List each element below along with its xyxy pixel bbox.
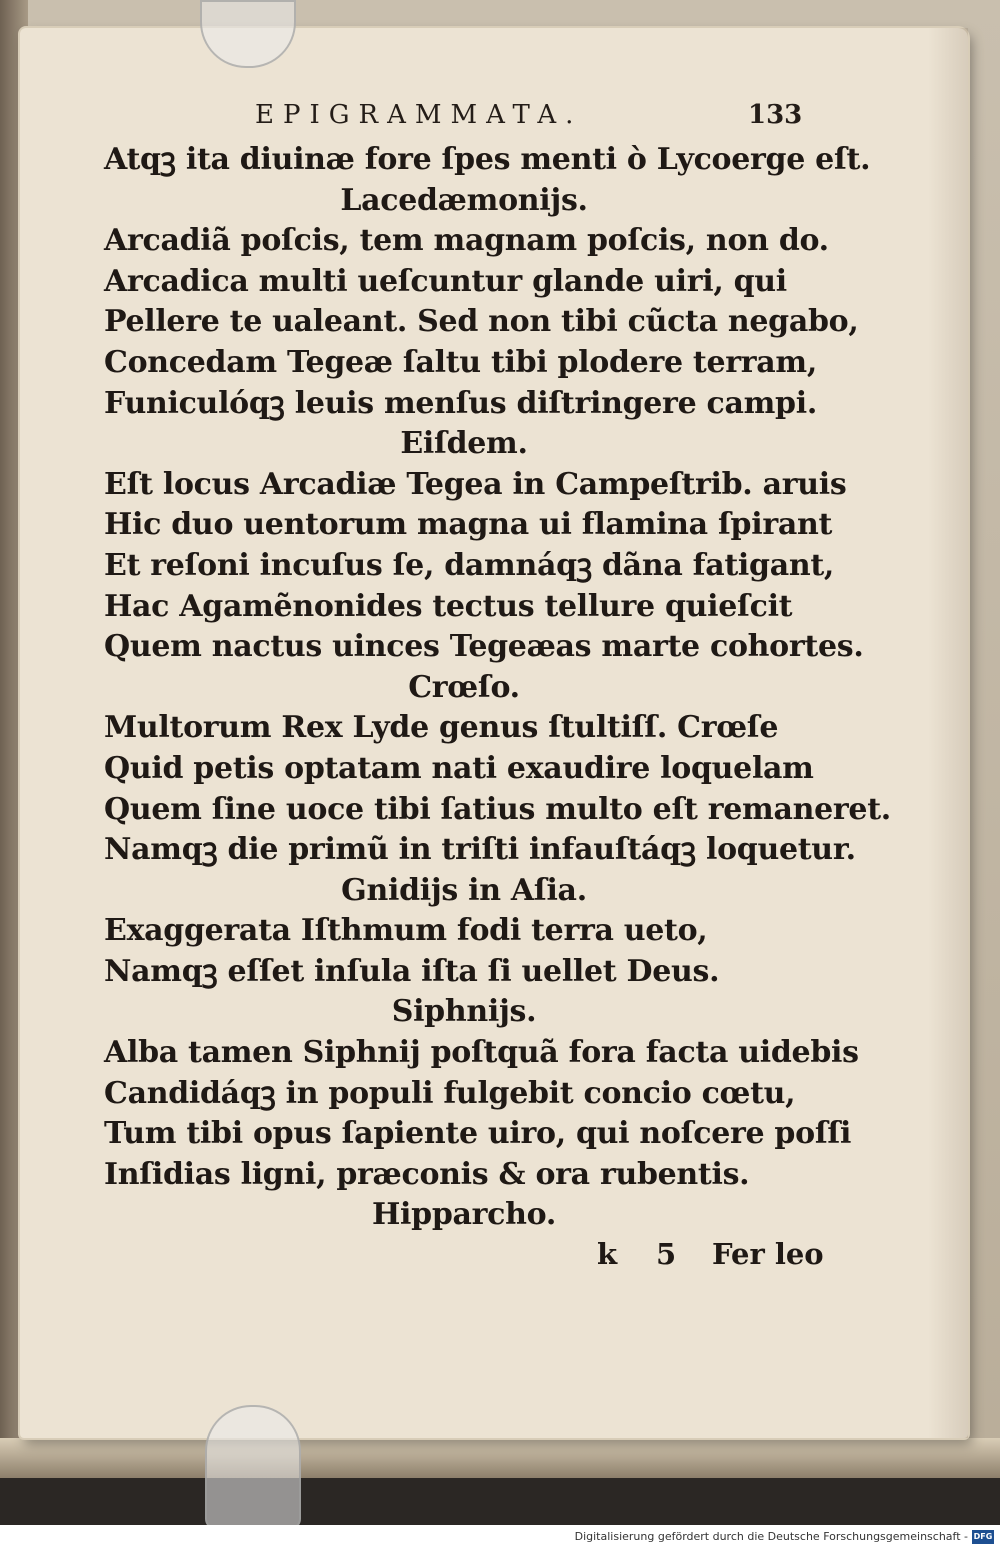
verse-line: Arcadica multi ueſcuntur glande uiri, qui [104, 263, 787, 299]
scan-bottom-bar [0, 1478, 1000, 1525]
page-bottom-edge [0, 1438, 1000, 1478]
verse-line: Hic duo uentorum magna ui flamina ſpirant [104, 507, 833, 543]
verse-line: Quid petis optatam nati exaudire loquelam [104, 750, 814, 786]
verse-line: Quem nactus uinces Tegeæas marte cohortes. [104, 629, 864, 665]
verse-line: Funiculóqꝫ leuis menſus diſtringere campi. [104, 385, 817, 421]
verse-line: Alba tamen Siphnij poſtquã fora facta uidebis [104, 1035, 859, 1071]
running-head: EPIGRAMMATA. [255, 100, 583, 130]
verse-line: Arcadiã poſcis, tem magnam poſcis, non do. [104, 223, 829, 259]
dfg-logo: DFG [972, 1530, 994, 1544]
funding-text: Digitalisierung gefördert durch die Deutsche Forschungsgemeinschaft - [574, 1530, 968, 1543]
verse-line: Exaggerata Iſthmum fodi terra ueto, [104, 913, 708, 949]
page-number: 133 [748, 100, 803, 130]
verse-line: Multorum Rex Lyde genus ſtultiſſ. Crœſe [104, 710, 779, 746]
section-heading: Eiſdem. [400, 426, 528, 462]
verse-line: Namqꝫ eſſet inſula iſta ſi uellet Deus. [104, 953, 720, 989]
verse-line: Quem ſine uoce tibi ſatius multo eſt remaneret. [104, 791, 891, 827]
funding-notice [575, 1527, 994, 1547]
verse-line: Pellere te ualeant. Sed non tibi cũcta negabo, [104, 304, 859, 340]
verse-line: Atqꝫ ita diuinæ fore ſpes menti ò Lycoerge eſt. [104, 142, 871, 177]
section-heading: Hipparcho. [372, 1197, 556, 1233]
verse-line: Tum tibi opus ſapiente uiro, qui noſcere poſſi [104, 1116, 852, 1152]
page-clip-bottom [205, 1405, 301, 1529]
verse-line: Candidáqꝫ in populi fulgebit concio cœtu, [104, 1075, 796, 1111]
section-heading: Crœſo. [408, 669, 520, 705]
section-heading: Siphnijs. [391, 994, 537, 1030]
section-heading: Gnidijs in Aſia. [341, 872, 587, 908]
signature-letter: k [597, 1237, 618, 1271]
verse-line: Et reſoni incuſus ſe, damnáqꝫ dãna fatigant, [104, 547, 835, 583]
verse-line: Concedam Tegeæ ſaltu tibi plodere terram, [104, 344, 817, 380]
section-heading: Lacedæmonijs. [340, 182, 588, 218]
verse-line: Hac Agamẽnonides tectus tellure quieſcit [104, 588, 793, 624]
verse-line: Namqꝫ die primũ in triſti infauſtáqꝫ loquetur. [104, 832, 856, 868]
main-text-block [104, 140, 891, 1236]
signature-number: 5 [656, 1237, 677, 1271]
verse-line: Inſidias ligni, præconis & ora rubentis. [104, 1156, 750, 1192]
verse-line: Eſt locus Arcadiæ Tegea in Campeſtrib. aruis [104, 466, 847, 502]
catchword: Fer leo [712, 1237, 824, 1271]
